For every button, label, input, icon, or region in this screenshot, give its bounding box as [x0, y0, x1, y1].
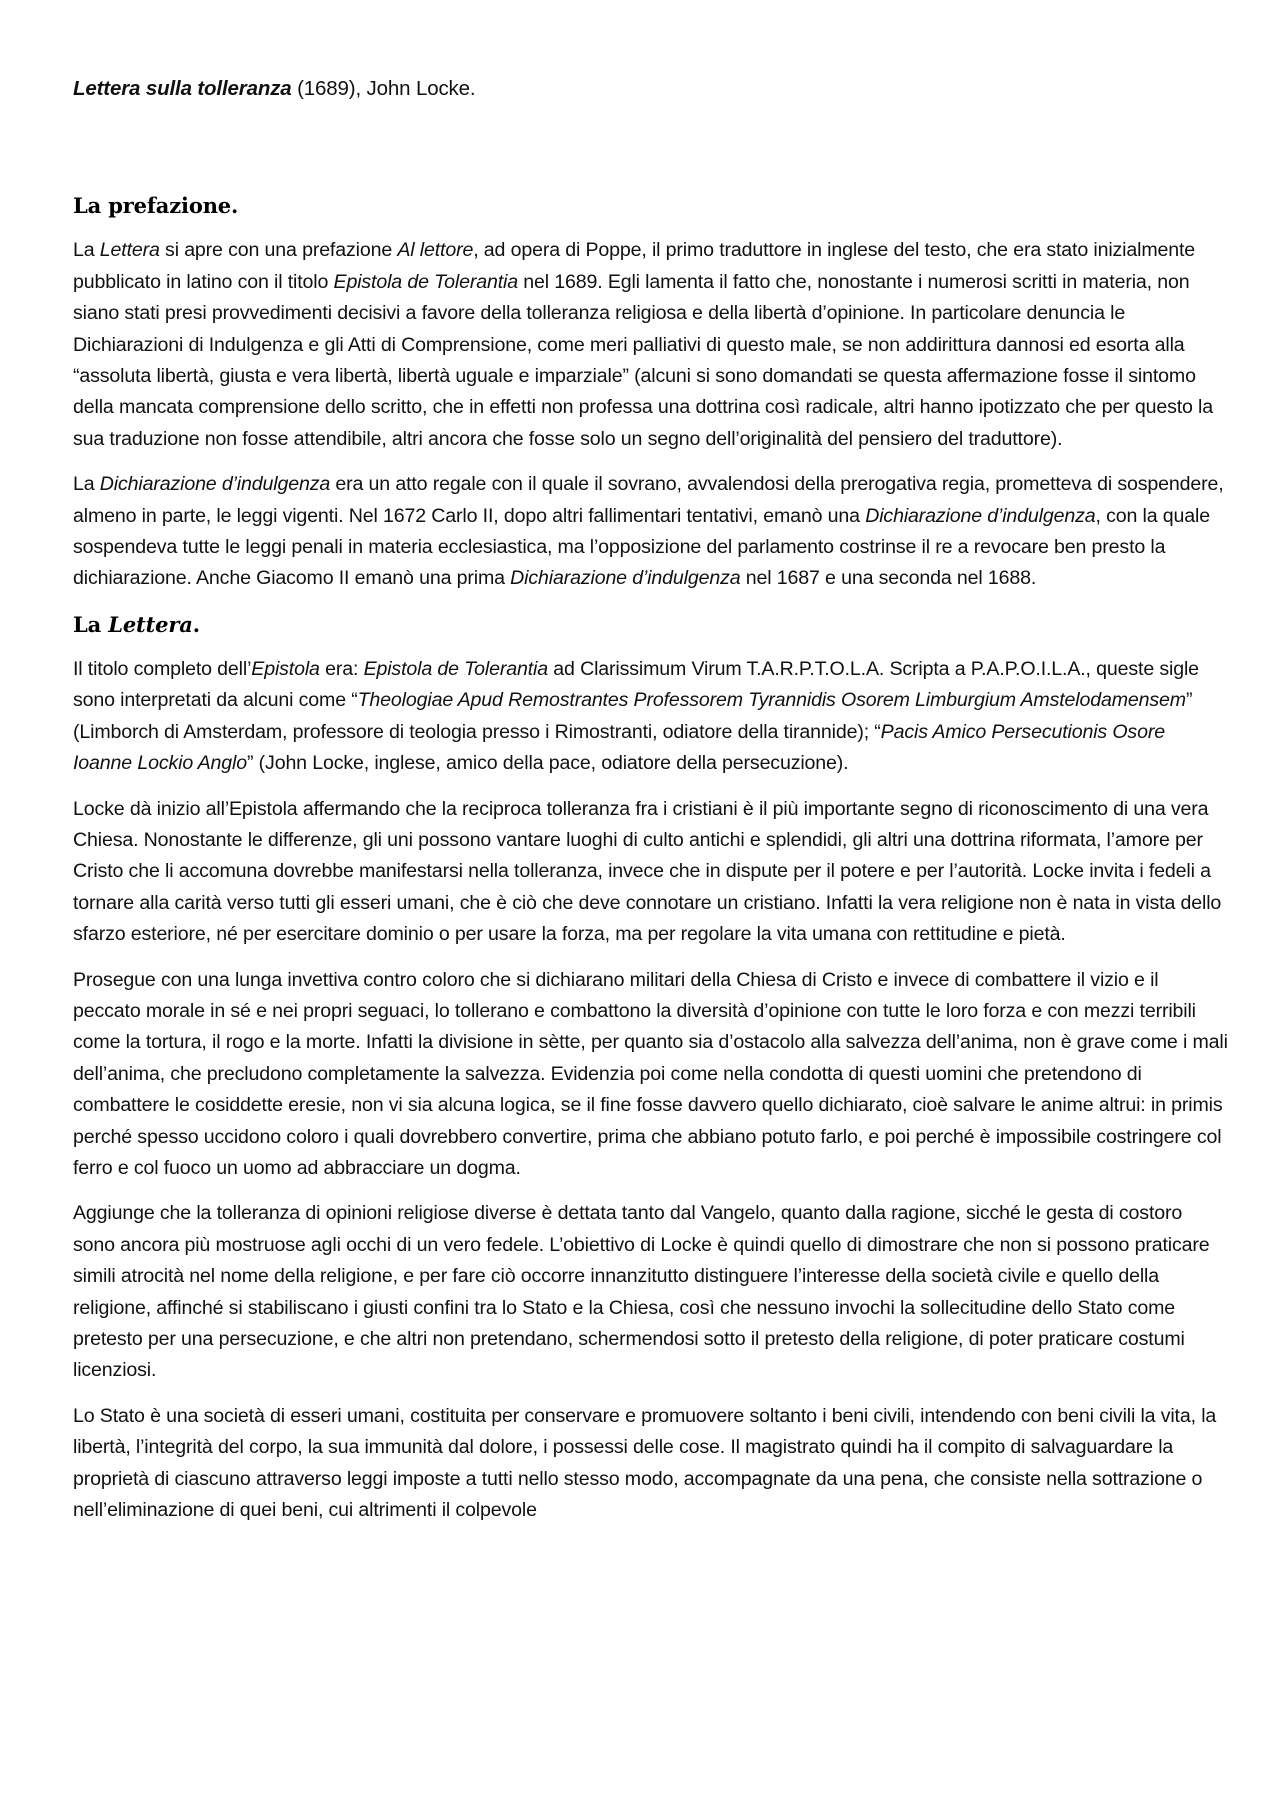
text-run: La [73, 239, 100, 262]
text-run: . [192, 611, 200, 637]
paragraph [73, 654, 1228, 780]
document-page [73, 73, 1228, 1540]
text-run: La [73, 611, 109, 637]
text-run: Lo Stato è una società di esseri umani, costituita per conservare e promuovere soltanto i beni civili, intendendo con beni civili la vita, la libertà, l’integrità del corpo, la sua immunità dal dolore, i possessi delle cose. Il magistrato quindi ha il compito di salvaguardare la proprietà di ciascuno attraverso leggi imposte a tutti nello stesso modo, accompagnate da una pena, che consiste nella sottrazione o nell’eliminazione di quei beni, cui altrimenti il colpevole [73, 1404, 1217, 1522]
italic-run: Epistola de Tolerantia [333, 270, 518, 293]
paragraph [73, 1401, 1228, 1527]
text-run: , ad opera di Poppe, il primo traduttore in inglese del testo, che era stato inizialmente pubblicato in latino con il titolo [73, 239, 1196, 293]
text-run: Locke dà inizio all’Epistola affermando che la reciproca tolleranza fra i cristiani è il più importante segno di riconoscimento di una vera Chiesa. Nonostante le differenze, gli uni possono vantare luoghi di culto antichi e splendidi, gli altri una dottrina riformata, l’amore per Cristo che li accomuna dovrebbe manifestarsi nella tolleranza, invece che in dispute per il potere e per l’autorità. Locke invita i fedeli a tornare alla carità verso tutti gli esseri umani, che è ciò che deve connotare un cristiano. Infatti la vera religione non è nata in vista dello sfarzo esteriore, né per esercitare dominio o per usare la forza, ma per regolare la vita umana con rettitudine e pietà. [73, 797, 1222, 946]
text-run: Prosegue con una lunga invettiva contro coloro che si dichiarano militari della Chiesa di Cristo e invece di combattere il vizio e il peccato morale in sé e nei propri seguaci, lo tollerano e combattono la diversità d’opinione con tutte le loro forza e con mezzi terribili come la tortura, il rogo e la morte. Infatti la divisione in sètte, per quanto sia d’ostacolo alla salvezza dell’anima, non è grave come i mali dell’anima, che precludono completamente la salvezza. Evidenzia poi come nella condotta di questi uomini che pretendono di combattere le cosiddette eresie, non vi sia alcuna logica, se il fine fosse davvero quello dichiarato, cioè salvare le anime altrui: in primis perché spesso uccidono coloro i quali dovrebbero convertire, prima che abbiano potuto farlo, e poi perché è impossibile costringere col ferro e col fuoco un uomo ad abbracciare un dogma. [73, 968, 1228, 1179]
section-heading-prefazione: La prefazione. [73, 193, 239, 219]
document-title-work: Lettera sulla tolleranza [73, 77, 292, 100]
italic-run: Lettera [108, 611, 193, 637]
paragraph [73, 469, 1228, 595]
italic-run: Epistola [251, 657, 320, 680]
paragraph [73, 965, 1228, 1185]
italic-run: Dichiarazione d’indulgenza [99, 473, 331, 496]
text-run: si apre con una prefazione [159, 239, 398, 262]
document-title-rest: (1689), John Locke. [291, 77, 476, 100]
paragraph [73, 794, 1228, 951]
paragraph [73, 1198, 1228, 1386]
italic-run: Al lettore [397, 239, 474, 262]
document-title [73, 73, 1228, 104]
text-run: Aggiunge che la tolleranza di opinioni religiose diverse è dettata tanto dal Vangelo, quanto dalla ragione, sicché le gesta di costoro sono ancora più mostruose agli occhi di un vero fedele. L’obiettivo di Locke è quindi quello di dimostrare che non si possono praticare simili atrocità nel nome della religione, e per fare ciò occorre innanzitutto distinguere l’interesse della società civile e quello della religione, affinché si stabiliscano i giusti confini tra lo Stato e la Chiesa, così che nessuno invochi la sollecitudine dello Stato come pretesto per una persecuzione, e che altri non pretendano, schermendosi sotto il pretesto della religione, di poter praticare costumi licenziosi. [73, 1202, 1210, 1382]
italic-run: Theologiae Apud Remostrantes Professorem Tyrannidis Osorem Limburgium Amstelodamensem [357, 689, 1186, 712]
italic-run: Dichiarazione d’indulgenza [865, 504, 1096, 527]
italic-run: Dichiarazione d’indulgenza [510, 567, 741, 590]
text-run: ” (John Locke, inglese, amico della pace, odiatore della persecuzione). [247, 752, 849, 775]
text-run: era: [319, 657, 364, 680]
text-run: , con la quale sospendeva tutte le leggi penali in materia ecclesiastica, ma l’opposizione del parlamento costrinse il re a revocare ben presto la dichiarazione. Anche Giacomo II emanò una prima [73, 504, 1210, 590]
text-run: ad Clarissimum Virum T.A.R.P.T.O.L.A. Scripta a P.A.P.O.I.L.A., queste sigle sono interpretati da alcuni come “ [73, 657, 1199, 712]
section-heading-lettera [73, 609, 1228, 640]
text-run: La [73, 473, 100, 496]
text-run: era un atto regale con il quale il sovrano, avvalendosi della prerogativa regia, prometteva di sospendere, almeno in parte, le leggi vigenti. Nel 1672 Carlo II, dopo altri fallimentari tentativi, emanò una [73, 473, 1224, 527]
paragraph [73, 235, 1228, 455]
text-run: Il titolo completo dell’ [73, 657, 252, 680]
text-run: nel 1689. Egli lamenta il fatto che, nonostante i numerosi scritti in materia, non siano stati presi provvedimenti decisivi a favore della tolleranza religiosa e della libertà d’opinione. In particolare denuncia le Dichiarazioni di Indulgenza e gli Atti di Comprensione, come meri palliativi di questo male, se non addirittura dannosi ed esorta alla “assoluta libertà, giusta e vera libertà, libertà uguale e imparziale” (alcuni si sono domandati se questa affermazione fosse il sintomo della mancata comprensione dello scritto, che in effetti non professa una dottrina così radicale, altri hanno ipotizzato che per questo la sua traduzione non fosse attendibile, altri ancora che fosse solo un segno dell’originalità del pensiero del traduttore). [73, 270, 1214, 450]
italic-run: Epistola de Tolerantia [363, 657, 548, 680]
italic-run: Lettera [99, 239, 160, 262]
text-run: nel 1687 e una seconda nel 1688. [740, 567, 1037, 590]
text-run: ” (Limborch di Amsterdam, professore di teologia presso i Rimostranti, odiatore della tirannide); “ [73, 689, 1193, 743]
italic-run: Pacis Amico Persecutionis Osore Ioanne Lockio Anglo [73, 720, 1165, 775]
